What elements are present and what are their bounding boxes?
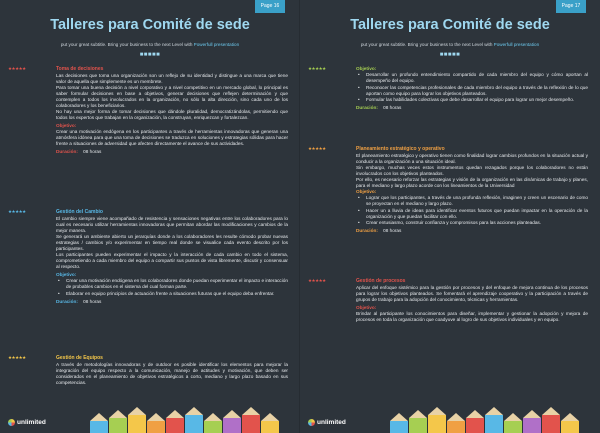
dots-divider: ■■■■■ (139, 52, 161, 58)
pencil-icon (166, 410, 184, 433)
pencil-icon (447, 413, 465, 433)
paragraph: Sin embargo, muchas veces estos instrumentos quedan rezagados porque los colaboradores no están involucrados con los objetivos planteados. (356, 165, 588, 176)
objective-text: Crear una motivación endógena en los participantes a través de herramientas innovadoras que generan una atmósfera idónea para que una toma de decisiones se traduzca en soluciones y estrategias sólidas para hacer frente a situaciones de adversidad que afecten directamente el avance de sus actividades. (56, 129, 288, 146)
paragraph: Los participantes pueden experimentar el impacto y la interacción de cada cambio en todo el sistema, comprometiendo a cada miembro del equipo a compartir sus puntos de vista libremente, discutir y consensuar al respecto. (56, 252, 288, 269)
paragraph: Por ello, es necesario reforzar las estrategias y visión de la organización en las dinámicas de trabajo y planes, para el mediano y largo plazo acorde con los lineamientos de la Universidad (356, 177, 588, 188)
duration-value: 08 horas (83, 149, 102, 154)
paragraph: Para tomar una buena decisión a nivel corporativo y a nivel competitivo en un mercado global, lo principal es saber formular decisiones en base a objetivos, generar decisiones que reflejen determinación y que contemplen a todos los involucrados en la organización, no sólo la alta dirección, sino cada uno de los colaboradores y los beneficiarios. (56, 85, 288, 108)
section-title: Gestión de procesos (356, 278, 406, 284)
page-footer (300, 403, 600, 433)
pencil-icon (523, 410, 541, 433)
pencil-icon (390, 413, 408, 433)
objective-label: Objetivo: (356, 189, 377, 194)
pencil-icon (504, 413, 522, 433)
paragraph: Aplicar del enfoque sistémico para la gestión por procesos y del enfoque de mejora continua de los procesos para lograr los objetivos planteados. Se fomentará el aprendizaje cooperativo y la participación a través de grupos de trabajo para la adopción del conocimiento, técnicas y herramientas. (356, 285, 588, 302)
page-subtitle (0, 42, 300, 47)
section-body (356, 66, 588, 111)
objective-list (356, 72, 588, 103)
duration-label: Duración: (356, 105, 378, 110)
page-title: Talleres para Comité de sede (50, 17, 250, 33)
page-number-tab: Page 16 (255, 0, 285, 13)
duration-value: 08 horas (383, 228, 402, 233)
pencil-icon (466, 410, 484, 433)
paragraph: El planeamiento estratégico y operativo tienen como finalidad lograr cambios profundos en la situación actual y conducir a la organización a una situación ideal. (356, 153, 588, 164)
objective-label: Objetivo: (356, 66, 377, 71)
duration-row (356, 228, 588, 234)
rating-stars: ★★★★★ (8, 209, 26, 214)
section-body (56, 216, 288, 305)
subtitle-text: put your great subtitle. Bring your business to the next Level with (60, 42, 194, 47)
objective-label: Objetivo: (56, 272, 77, 277)
page-footer (0, 403, 300, 433)
rating-stars: ★★★★★ (308, 278, 326, 283)
list-item: • Elaborar en equipo principios de actuación frente a situaciones futuras que el equipo deba enfrentar. (56, 291, 288, 297)
pencil-icon (185, 407, 203, 433)
section-body (56, 362, 288, 386)
subtitle-text: put your great subtitle. Bring your business to the next Level with (360, 42, 494, 47)
list-item: • Lograr que los participantes, a través de una profunda reflexión, imaginen y creen un escenario de como se proyectan en el mediano y largo plazo. (356, 195, 588, 207)
pencil-icon (147, 413, 165, 433)
duration-label: Duración: (356, 228, 378, 233)
pencils-decoration (90, 403, 290, 433)
logo-icon (8, 419, 15, 426)
objective-text: Brindar al participante los conocimientos para diseñar, implementar y gestionar la adopción y mejora de procesos en toda la organización que coadyuve al logro de sus objetivos individuales y en equipo. (356, 311, 588, 322)
rating-stars: ★★★★★ (8, 355, 26, 360)
paragraph: El cambio siempre viene acompañado de resistencia y sensaciones negativas entre los colaboradores para lo cual es necesario utilizar herramientas innovadoras que permitan abordar las modificaciones y cambios de la mejor manera. (56, 216, 288, 233)
pencil-icon (223, 410, 241, 433)
paragraph: Se generará un ambiente abierto un jerarquías donde a los colaboradores les resulte cómodo probar nuevas estrategias / cambios y/o experimentar en tiempo real donde se visualice cada evento descrito por los participantes. (56, 234, 288, 251)
section-body (356, 285, 588, 323)
rating-stars: ★★★★★ (308, 66, 326, 71)
pencil-icon (128, 407, 146, 433)
objective-list (356, 195, 588, 226)
subtitle-link[interactable]: Powerfull presentation (493, 42, 540, 47)
paragraph: Las decisiones que toma una organización son un reflejo de su identidad y distingue a una marca que tiene valor de aquella que simplemente es un membrete. (56, 73, 288, 84)
dots-divider: ■■■■■ (439, 52, 461, 58)
duration-label: Duración: (56, 149, 78, 154)
pencil-icon (428, 407, 446, 433)
list-item: • Desarrollar un profundo entendimiento compartido de cada miembro del equipo y cómo aportan al desempeño del equipo. (356, 72, 588, 84)
list-item: • Reconocer las competencias profesionales de cada miembro del equipo a través de la reflexión de lo que aportan como equipo para lograr los objetivos planteados. (356, 85, 588, 97)
objective-label: Objetivo: (356, 305, 377, 310)
duration-row (56, 149, 288, 155)
objective-label: Objetivo: (56, 123, 77, 128)
logo-text: unlimited (17, 419, 46, 426)
pencil-icon (242, 407, 260, 433)
paragraph: No hay una mejor forma de tomar decisiones que dándole pluralidad, democratizándolas, permitiendo que todos los expertos que trabajan en la organización, la construyan, enriquezcan y fortalezcan. (56, 109, 288, 120)
page-number-tab: Page 17 (556, 0, 586, 13)
brand-logo (8, 419, 46, 426)
objective-list (56, 278, 288, 297)
section-body (56, 73, 288, 155)
section-title: Toma de decisiones (56, 66, 104, 72)
page-right (300, 0, 600, 433)
paragraph: A través de metodologías innovadoras y de outdoor es posible identificar los elementos para mejorar la integración del equipo respecto a la comunicación, manejo de actitudes y motivación, que deben ser considerados en el planeamiento de objetivos estratégicos a corto, mediano y largo plazo basado en sus competencias. (56, 362, 288, 385)
pencil-icon (542, 407, 560, 433)
pencils-decoration (390, 403, 590, 433)
rating-stars: ★★★★★ (308, 146, 326, 151)
page-title: Talleres para Comité de sede (350, 17, 550, 33)
logo-icon (308, 419, 315, 426)
pencil-icon (409, 410, 427, 433)
subtitle-link[interactable]: Powerfull presentation (193, 42, 240, 47)
section-title: Planeamiento estratégico y operativo (356, 146, 445, 152)
duration-label: Duración: (56, 298, 78, 304)
rating-stars: ★★★★★ (8, 66, 26, 71)
pencil-icon (561, 413, 579, 433)
pencil-icon (485, 407, 503, 433)
pencil-icon (261, 413, 279, 433)
list-item: • Crear entusiasmo, construir confianza y compromisos para las acciones planteadas. (356, 220, 588, 226)
logo-text: unlimited (317, 419, 346, 426)
section-title: Gestión del Cambio (56, 209, 103, 215)
page-subtitle (300, 42, 600, 47)
pencil-icon (204, 413, 222, 433)
duration-row (56, 299, 288, 305)
list-item: • Crear una motivación endógena en los colaboradores donde puedan experimentar el impacto e interacción de probables cambios en el sistema del cual forman parte. (56, 278, 288, 290)
list-item: • Hacer un a lluvia de ideas para identificar eventos futuros que puedan impactar en la operación de la organización y que puedan facilitar con ello. (356, 208, 588, 220)
list-item: • Formular las habilidades colectivas que debe desarrollar el equipo para lograr un mejor desempeño. (356, 97, 588, 103)
section-title: Gestión de Equipos (56, 355, 103, 361)
pencil-icon (109, 410, 127, 433)
duration-value: 08 horas (383, 105, 402, 110)
duration-row (356, 105, 588, 111)
brand-logo (308, 419, 346, 426)
pencil-icon (90, 413, 108, 433)
section-body (356, 153, 588, 234)
duration-value: 08 horas (83, 298, 102, 304)
